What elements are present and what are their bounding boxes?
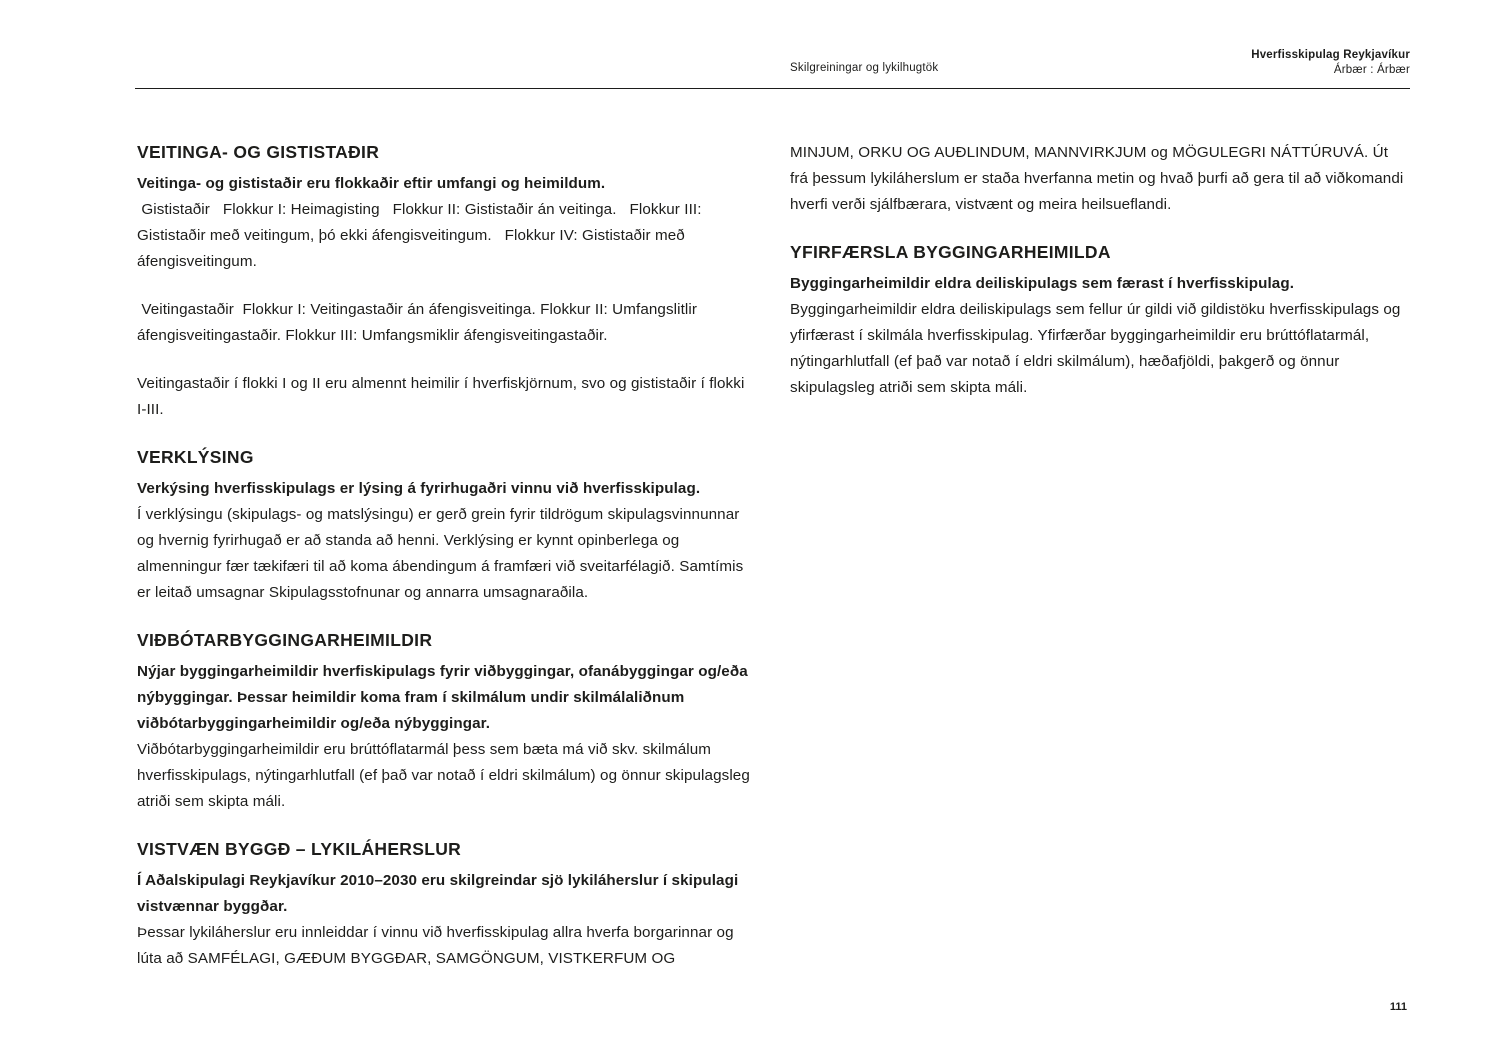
paragraph: Í verklýsingu (skipulags- og matslýsingu) er gerð grein fyrir tildrögum skipulagsvinnunnar og hvernig fyrirhugað er að standa að henni. Verklýsing er kynnt opinberlega og almenningur fær tækifæri til að koma ábendingum á framfæri við sveitarfélagið. Samtímis er leitað umsagnar Skipulagsstofnunar og annarra umsagnaraðila. [137, 506, 748, 601]
section-lead: Byggingarheimildir eldra deiliskipulags sem færast í hverfisskipulag. [790, 275, 1295, 292]
paragraph: MINJUM, ORKU OG AUÐLINDUM, MANNVIRKJUM og MÖGULEGRI NÁTTÚRUVÁ. Út frá þessum lykiláherslum er staða hverfanna metin og hvað þurfi að gera til að viðkomandi hverfi verði sjálfbærara, vistvænt og meira heilsueflandi. [790, 144, 1408, 213]
section-lead: Nýjar byggingarheimildir hverfiskipulags fyrir viðbyggingar, ofanábyggingar og/eða nýbyggingar. Þessar heimildir koma fram í skilmálum undir skilmálaliðnum viðbótarbyggingarheimildir og/eða nýbyggingar. [137, 663, 753, 732]
paragraph: Gististaðir Flokkur I: Heimagisting Flokkur II: Gististaðir án veitinga. Flokkur III: Gististaðir með veitingum, þó ekki áfengisveitingum. Flokkur IV: Gististaðir með áfengisveitingum. [137, 201, 706, 270]
paragraph: Viðbótarbyggingarheimildir eru brúttóflatarmál þess sem bæta má við skv. skilmálum hverfisskipulags, nýtingarhlutfall (ef það var notað í eldri skilmálum) og önnur skipulagsleg atriði sem skipta máli. [137, 741, 755, 810]
section-verklysing [137, 445, 752, 606]
paragraph: Byggingarheimildir eldra deiliskipulags sem fellur úr gildi við gildistöku hverfisskipulags og yfirfærast í skilmála hverfisskipulag. Yfirfærðar byggingarheimildir eru brúttóflatarmál, nýtingarhlutfall (ef það var notað í eldri skilmálum), hæðafjöldi, þakgerð og önnur skipulagsleg atriði sem skipta máli. [790, 301, 1405, 396]
header-district-label: Árbær : Árbær [1333, 64, 1410, 76]
paragraph: Veitingastaðir Flokkur I: Veitingastaðir án áfengisveitinga. Flokkur II: Umfangslitlir áfengisveitingastaðir. Flokkur III: Umfangsmiklir áfengisveitingastaðir. [137, 301, 702, 344]
section-lead: Í Aðalskipulagi Reykjavíkur 2010–2030 eru skilgreindar sjö lykiláherslur í skipulagi vistvænnar byggðar. [137, 872, 743, 915]
left-column [137, 140, 755, 972]
section-vistvaen-byggd-lykilaherslur [137, 837, 752, 972]
right-column [790, 140, 1410, 972]
section-lead: Veitinga- og gististaðir eru flokkaðir eftir umfangi og heimildum. [137, 175, 606, 192]
section-heading: YFIRFÆRSLA BYGGINGARHEIMILDA [790, 242, 1111, 262]
section-heading: VEITINGA- OG GISTISTAÐIR [137, 142, 380, 162]
section-yfirfaersla-byggingarheimilda [790, 240, 1410, 401]
section-heading: VERKLÝSING [137, 447, 254, 467]
section-veitinga-og-gististadir [137, 140, 752, 423]
section-heading: VISTVÆN BYGGÐ – LYKILÁHERSLUR [137, 839, 462, 859]
section-vidbotarbyggingarheimildir [137, 628, 755, 815]
paragraph: Veitingastaðir í flokki I og II eru almennt heimilir í hverfiskjörnum, svo og gististaðir í flokki I-III. [137, 375, 749, 418]
header-right-block [1251, 48, 1410, 78]
page-number: 111 [1389, 1001, 1407, 1013]
header-divider [135, 88, 1410, 89]
header-document-title: Hverfisskipulag Reykjavíkur [1251, 49, 1410, 61]
content-columns [137, 140, 1410, 972]
section-heading: VIÐBÓTARBYGGINGARHEIMILDIR [137, 630, 433, 650]
section-continuation [790, 140, 1410, 218]
section-lead: Verkýsing hverfisskipulags er lýsing á fyrirhugaðri vinnu við hverfisskipulag. [137, 480, 701, 497]
paragraph: Þessar lykiláherslur eru innleiddar í vinnu við hverfisskipulag allra hverfa borgarinnar og lúta að SAMFÉLAGI, GÆÐUM BYGGÐAR, SAMGÖNGUM, VISTKERFUM OG [137, 924, 738, 967]
header-section-label: Skilgreiningar og lykilhugtök [790, 62, 939, 74]
